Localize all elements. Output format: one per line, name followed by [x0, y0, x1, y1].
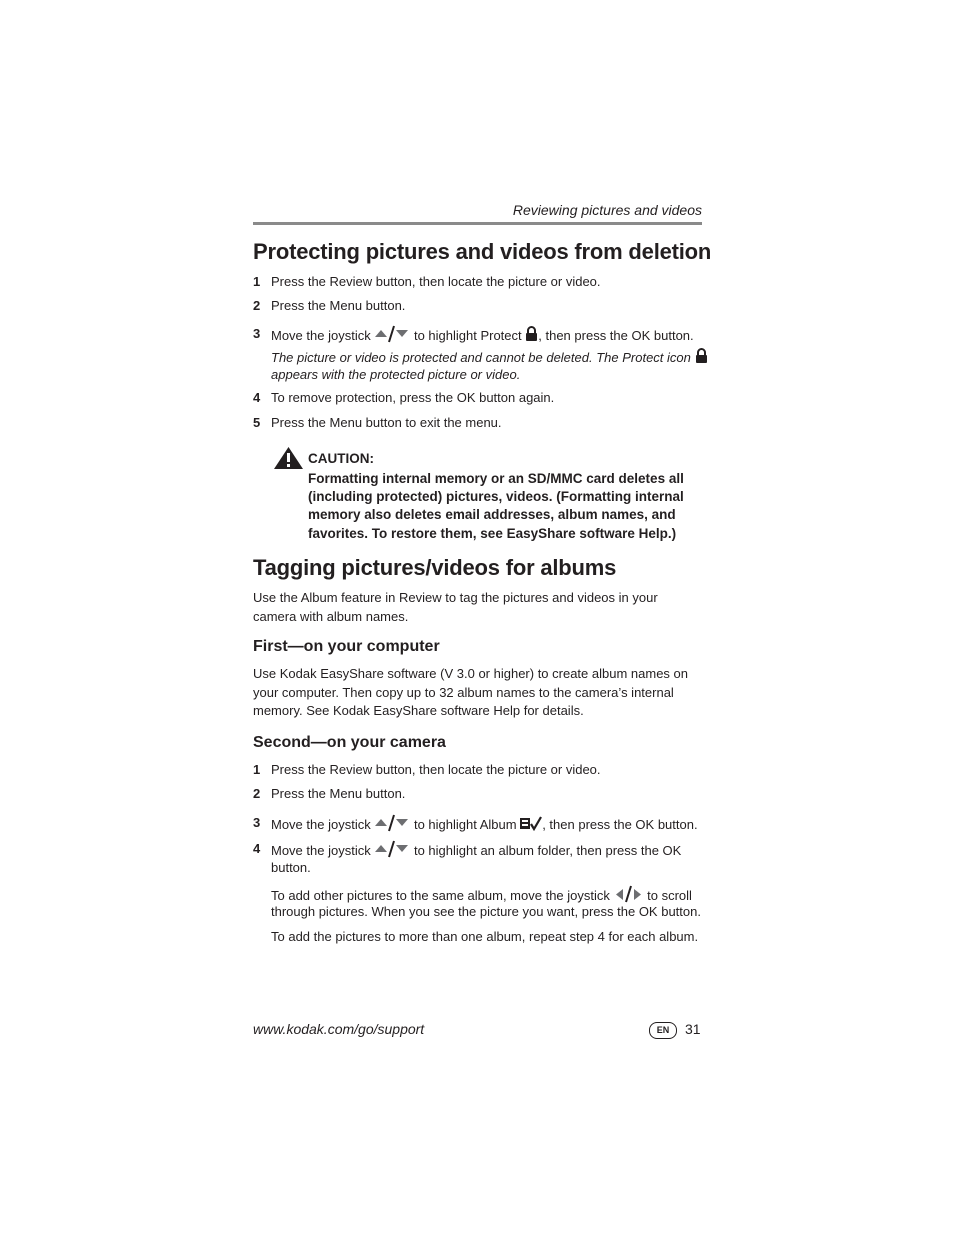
- section-title-protecting: Protecting pictures and videos from deletion: [253, 239, 712, 264]
- step-text-a: Move the joystick: [271, 328, 371, 344]
- joystick-up-down-icon: [374, 840, 410, 864]
- computer-paragraph: Use Kodak EasyShare software (V 3.0 or higher) to create album names on your computer. Then copy up to 32 album names to the camera’s internal memory. See Kodak EasyShare software Help for details.: [253, 666, 688, 718]
- step-text-a: Move the joystick: [271, 817, 371, 833]
- running-header: Reviewing pictures and videos: [512, 202, 702, 218]
- step-number: 2: [253, 298, 261, 313]
- step-text-b: to highlight an album folder, then press the OK: [413, 843, 682, 859]
- step-number: 4: [253, 841, 261, 856]
- extra-text-a: To add other pictures to the same album, move the joystick: [271, 888, 610, 904]
- caution-line: (including protected) pictures, videos. (Formatting internal: [308, 489, 684, 504]
- step-text: To remove protection, press the OK button again.: [271, 390, 555, 405]
- step-text-a: Move the joystick: [271, 843, 371, 859]
- step-number: 3: [253, 815, 261, 830]
- joystick-up-down-icon: [374, 814, 410, 838]
- protect-note-line2: appears with the protected picture or video.: [271, 367, 521, 382]
- step-text: [271, 325, 694, 349]
- caution-line: Formatting internal memory or an SD/MMC card deletes all: [308, 471, 684, 486]
- step-text: [271, 814, 698, 838]
- step-text-c: , then press the OK button.: [538, 328, 694, 344]
- step-number: 5: [253, 415, 261, 430]
- step-number: 4: [253, 390, 261, 405]
- joystick-up-down-icon: [374, 325, 410, 349]
- manual-page: [253, 0, 712, 1235]
- step-text: Press the Menu button to exit the menu.: [271, 415, 502, 430]
- step-text: Press the Review button, then locate the picture or video.: [271, 274, 601, 289]
- section-title-tagging: Tagging pictures/videos for albums: [253, 555, 617, 580]
- page-number: 31: [685, 1021, 701, 1037]
- language-badge: EN: [649, 1022, 677, 1039]
- step-text-b: to highlight Album: [413, 817, 517, 833]
- caution-warning-icon: [273, 446, 304, 475]
- protect-lock-icon: [525, 326, 538, 348]
- protect-lock-icon: [695, 348, 708, 369]
- album-icon: [520, 816, 542, 837]
- extra-instruction-2: To add the pictures to more than one album, repeat step 4 for each album.: [271, 929, 699, 944]
- step-number: 1: [253, 274, 261, 289]
- subsection-title-camera: Second—on your camera: [253, 734, 446, 751]
- step-number: 3: [253, 326, 261, 341]
- tagging-intro: Use the Album feature in Review to tag the pictures and videos in your camera with album names.: [253, 590, 658, 624]
- subsection-title-computer: First—on your computer: [253, 638, 440, 655]
- step-text: Press the Menu button.: [271, 786, 406, 801]
- step-text-continued: button.: [271, 860, 311, 875]
- caution-label: CAUTION:: [308, 451, 374, 466]
- extra-text-b: to scroll: [647, 888, 692, 904]
- support-url: www.kodak.com/go/support: [253, 1021, 425, 1037]
- caution-line: favorites. To restore them, see EasyShare software Help.): [308, 526, 677, 541]
- caution-line: memory also deletes email addresses, album names, and: [308, 507, 676, 522]
- step-text-c: , then press the OK button.: [542, 817, 698, 833]
- extra-instruction-continued: through pictures. When you see the picture you want, press the OK button.: [271, 904, 701, 919]
- step-text: [271, 840, 681, 864]
- header-rule: [253, 222, 702, 225]
- step-number: 1: [253, 762, 261, 777]
- step-text-b: to highlight Protect: [413, 328, 522, 344]
- step-number: 2: [253, 786, 261, 801]
- step-text: Press the Review button, then locate the picture or video.: [271, 762, 601, 777]
- note-text: The picture or video is protected and cannot be deleted. The Protect icon: [271, 349, 691, 365]
- step-text: Press the Menu button.: [271, 298, 406, 313]
